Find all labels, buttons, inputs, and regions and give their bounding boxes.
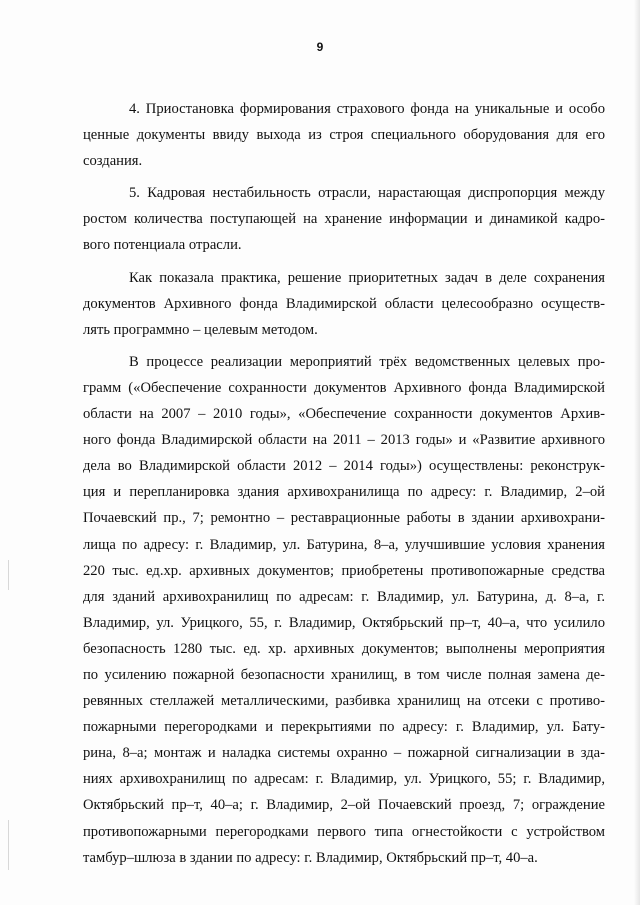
text-line: вого потенциала отрасли. bbox=[83, 237, 242, 254]
text-line: лять программно – целевым методом. bbox=[83, 321, 318, 338]
text-line: Октябрьский пр–т, 40–а; г. Владимир, 2–ой Почаевский проезд, 7; ограждение bbox=[83, 797, 605, 814]
text-line: Как показала практика, решение приоритетных задач в деле сохранения bbox=[129, 269, 605, 286]
text-line: тамбур–шлюза в здании по адресу: г. Владимир, Октябрьский пр–т, 40–а. bbox=[83, 849, 538, 866]
text-line: ция и перепланировка здания архивохранилища по адресу: г. Владимир, 2–ой bbox=[83, 484, 605, 501]
text-line: безопасность 1280 тыс. ед. хр. архивных документов; выполнены мероприятия bbox=[83, 640, 605, 657]
text-line: В процессе реализации мероприятий трёх ведомственных целевых про- bbox=[129, 353, 605, 370]
page-edge-shadow bbox=[634, 0, 640, 905]
document-body bbox=[83, 96, 605, 877]
text-line: ценные документы ввиду выхода из строя специального оборудования для его bbox=[83, 127, 605, 144]
text-line: 220 тыс. ед.хр. архивных документов; приобретены противопожарные средства bbox=[83, 562, 605, 579]
text-line: пожарными перегородками и перекрытиями по адресу: г. Владимир, ул. Бату- bbox=[83, 719, 605, 736]
scan-mark bbox=[8, 560, 9, 590]
text-line: рина, 8–а; монтаж и наладка системы охранно – пожарной сигнализации в зда- bbox=[83, 745, 605, 762]
text-line: по усилению пожарной безопасности хранилищ, в том числе полная замена де- bbox=[83, 666, 605, 683]
text-line: Почаевский пр., 7; ремонтно – реставрационные работы в здании архивохрани- bbox=[83, 510, 605, 527]
paragraph bbox=[83, 349, 605, 871]
text-line: Владимир, ул. Урицкого, 55, г. Владимир, Октябрьский пр–т, 40–а, что усилило bbox=[83, 614, 605, 631]
text-line: противопожарными перегородками первого типа огнестойкости с устройством bbox=[83, 823, 605, 840]
text-line: ростом количества поступающей на хранение информации и динамикой кадро- bbox=[83, 211, 605, 228]
text-line: документов Архивного фонда Владимирской области целесообразно осуществ- bbox=[83, 295, 605, 312]
text-line: дела во Владимирской области 2012 – 2014 годы») осуществлены: реконструк- bbox=[83, 458, 605, 475]
scan-mark bbox=[8, 820, 9, 870]
text-line: для зданий архивохранилищ по адресам: г. Владимир, ул. Батурина, д. 8–а, г. bbox=[83, 588, 605, 605]
paragraph bbox=[83, 265, 605, 343]
text-line: лища по адресу: г. Владимир, ул. Батурина, 8–а, улучшившие условия хранения bbox=[83, 536, 605, 553]
paragraph bbox=[83, 96, 605, 174]
paragraph bbox=[83, 180, 605, 258]
text-line: 5. Кадровая нестабильность отрасли, нарастающая диспропорция между bbox=[129, 185, 605, 202]
text-line: ного фонда Владимирской области на 2011 – 2013 годы» и «Развитие архивного bbox=[83, 432, 605, 449]
text-line: области на 2007 – 2010 годы», «Обеспечение сохранности документов Архив- bbox=[83, 406, 605, 423]
text-line: ниях архивохранилищ по адресам: г. Владимир, ул. Урицкого, 55; г. Владимир, bbox=[83, 771, 605, 788]
text-line: создания. bbox=[83, 153, 143, 170]
text-line: грамм («Обеспечение сохранности документов Архивного фонда Владимирской bbox=[83, 379, 605, 396]
text-line: 4. Приостановка формирования страхового фонда на уникальные и особо bbox=[129, 101, 605, 117]
page-number: 9 bbox=[316, 40, 324, 54]
text-line: ревянных стеллажей металлическими, разбивка хранилищ на отсеки с противо- bbox=[83, 693, 605, 710]
